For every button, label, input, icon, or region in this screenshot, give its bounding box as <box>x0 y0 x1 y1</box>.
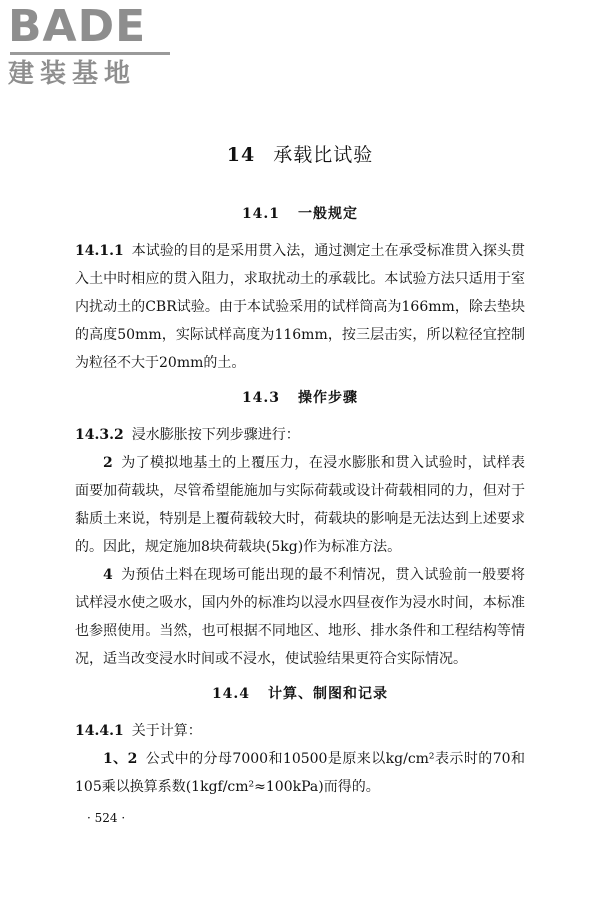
clause-number: 14.3.2 <box>75 427 124 443</box>
logo-rule <box>10 52 170 55</box>
section-name: 计算、制图和记录 <box>268 686 389 702</box>
paragraph-text: 公式中的分母7000和10500是原来以kg/cm²表示时的70和105乘以换算系数(1kgf/cm²≈100kPa)而得的。 <box>75 751 525 795</box>
section-heading <box>75 683 525 703</box>
paragraph <box>75 421 525 449</box>
paragraph <box>75 561 525 673</box>
section-heading <box>75 387 525 407</box>
logo-wordmark: BADE <box>8 1 147 52</box>
section-number: 14.1 <box>241 206 281 222</box>
bade-logo <box>8 1 178 89</box>
item-number: 1、2 <box>103 751 138 767</box>
chapter-name: 承载比试验 <box>273 144 374 166</box>
section-name: 一般规定 <box>298 206 359 222</box>
paragraph <box>75 237 525 377</box>
clause-number: 14.1.1 <box>75 243 124 259</box>
page-number: · 524 · <box>87 811 126 825</box>
section-heading <box>75 203 525 223</box>
chapter-number: 14 <box>226 144 256 166</box>
logo-subtitle: 建装基地 <box>8 59 137 89</box>
item-number: 2 <box>103 455 113 471</box>
paragraph <box>75 717 525 745</box>
chapter-title <box>75 140 525 167</box>
paragraph <box>75 449 525 561</box>
clause-number: 14.4.1 <box>75 723 124 739</box>
section-name: 操作步骤 <box>298 390 359 406</box>
section-number: 14.4 <box>211 686 251 702</box>
paragraph <box>75 745 525 801</box>
paragraph-text: 为预估土料在现场可能出现的最不利情况，贯入试验前一般要将试样浸水使之吸水，国内外的标准均以浸水四昼夜作为浸水时间，本标准也参照使用。当然，也可根据不同地区、地形、排水条件和工程结构等情况，适当改变浸水时间或不浸水，使试验结果更符合实际情况。 <box>75 567 525 667</box>
paragraph-text: 关于计算： <box>131 723 202 739</box>
item-number: 4 <box>103 567 113 583</box>
paragraph-text: 浸水膨胀按下列步骤进行： <box>131 427 300 443</box>
paragraph-text: 本试验的目的是采用贯入法，通过测定土在承受标准贯入探头贯入土中时相应的贯入阻力，求取扰动土的承载比。本试验方法只适用于室内扰动土的CBR试验。由于本试验采用的试样筒高为166mm，除去垫块的高度50mm，实际试样高度为116mm，按三层击实，所以粒径宜控制为粒径不大于20mm的土。 <box>75 243 525 371</box>
section-number: 14.3 <box>241 390 281 406</box>
paragraph-text: 为了模拟地基土的上覆压力，在浸水膨胀和贯入试验时，试样表面要加荷载块，尽管希望能施加与实际荷载或设计荷载相同的力，但对于黏质土来说，特别是上覆荷载较大时，荷载块的影响是无法达到上述要求的。因此，规定施加8块荷载块(5kg)作为标准方法。 <box>75 455 525 555</box>
page-body <box>75 140 525 825</box>
